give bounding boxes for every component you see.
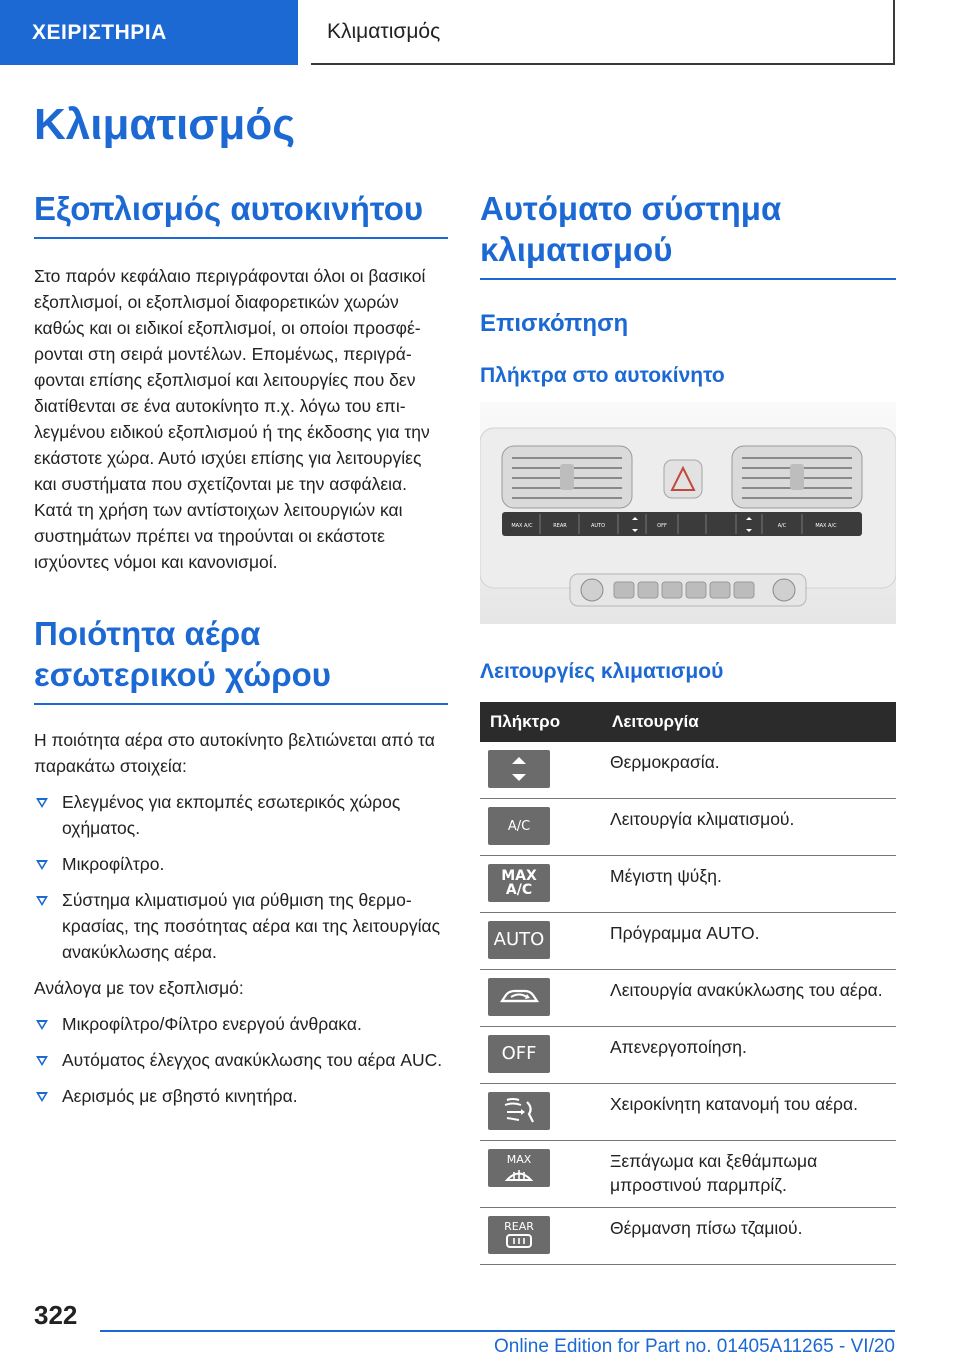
right-air-vent	[732, 446, 862, 508]
function-text: Θερμοκρασία.	[602, 742, 896, 799]
page-number: 322	[34, 1300, 78, 1330]
function-text: Απενεργοποίηση.	[602, 1027, 896, 1084]
function-text: Λειτουργία ανακύκλωσης του αέρα.	[602, 970, 896, 1027]
overview-heading: Επισκόπηση	[480, 310, 629, 337]
table-row	[480, 856, 896, 913]
function-text: Ξεπάγωμα και ξεθάμπωμα μπροστινού παρμπρίζ.	[602, 1141, 896, 1208]
table-row	[480, 742, 896, 799]
left-column	[34, 188, 448, 1109]
panel-button-label: OFF	[657, 523, 667, 529]
equipment-body: Στο παρόν κεφάλαιο περιγράφονται όλοι οι βασικοί εξοπλισμοί, οι εξοπλισμοί διαφορετικών χωρών καθώς και οι ειδικοί εξοπλισμοί, οι οποίοι προσφέρονται στη σειρά μοντέλων. Επομένως, περιγράφονται επίσης εξοπλισμοί και λειτουργίες που δεν διατίθενται σε ένα αυτοκίνητο π.χ. λόγω του επιλεγμένου ειδικού εξοπλισμού ή της έκδοσης για την εκάστοτε χώρα. Αυτό ισχύει επίσης για λειτουργίες και συστήματα που σχετίζονται με την ασφάλεια. Κατά τη χρήση των αντίστοιχων λειτουργιών και συστημάτων πρέπει να τηρούνται οι εκάστοτε ισχύοντες νόμοι και κανονισμοί.	[34, 266, 430, 572]
function-text: Χειροκίνητη κατανομή του αέρα.	[602, 1084, 896, 1141]
ac-key-icon: A/C	[488, 807, 550, 845]
edition-note: Online Edition for Part no. 01405A11265 - VI/20	[493, 1336, 895, 1357]
right-column	[480, 188, 896, 1265]
radio-controls	[570, 574, 806, 606]
equipment-heading: Εξοπλισμός αυτοκινήτου	[34, 188, 448, 239]
table-row	[480, 913, 896, 970]
panel-button-label: MAX A/C	[511, 523, 533, 529]
manual-section-tab	[0, 0, 298, 65]
optional-equipment-list	[34, 1011, 448, 1109]
air-distribution-icon	[488, 1092, 550, 1130]
list-item: Μικροφίλτρο/Φίλτρο ενεργού άνθρακα.	[34, 1011, 448, 1037]
panel-button-label: A/C	[777, 523, 787, 529]
function-text: Πρόγραμμα AUTO.	[602, 913, 896, 970]
function-text: Θέρμανση πίσω τζαμιού.	[602, 1208, 896, 1265]
auto-key-icon: AUTO	[488, 921, 550, 959]
table-row	[480, 1141, 896, 1208]
manual-section-label: ΧΕΙΡΙΣΤΗΡΙΑ	[32, 20, 167, 44]
panel-button-label: REAR	[553, 523, 567, 529]
column-header-function: Λειτουργία	[602, 702, 896, 742]
table-row	[480, 970, 896, 1027]
optional-intro: Ανάλογα με τον εξοπλισμό:	[34, 978, 244, 998]
max-ac-key-icon: MAX A/C	[488, 864, 550, 902]
function-text: Λειτουργία κλιματισμού.	[602, 799, 896, 856]
table-header-row	[480, 702, 896, 742]
list-item: Αερισμός με σβηστό κινητήρα.	[34, 1083, 448, 1109]
table-row	[480, 1027, 896, 1084]
air-quality-heading: Ποιότητα αέρα εσωτερικού χώρου	[34, 613, 448, 705]
functions-heading: Λειτουργίες κλιματισμού	[480, 660, 724, 683]
table-row	[480, 1084, 896, 1141]
left-air-vent	[502, 446, 632, 508]
list-item: Σύστημα κλιματισμού για ρύθμιση της θερμοκρασίας, της ποσότητας αέρα και της λειτουργίας ανακύκλωσης αέρα.	[34, 887, 448, 965]
max-defrost-icon: MAX	[488, 1149, 550, 1187]
panel-button-label: MAX A/C	[815, 523, 837, 529]
off-key-icon: OFF	[488, 1035, 550, 1073]
climate-panel-illustration	[480, 402, 896, 624]
table-row	[480, 799, 896, 856]
chapter-header	[311, 0, 895, 65]
climate-panel-photo	[480, 402, 896, 624]
list-item: Ελεγμένος για εκπομπές εσωτερικός χώρος οχήματος.	[34, 789, 448, 841]
recirculation-icon	[488, 978, 550, 1016]
air-quality-intro: Η ποιότητα αέρα στο αυτοκίνητο βελτιώνεται από τα παρακάτω στοιχεία:	[34, 730, 435, 776]
panel-button-label: AUTO	[590, 523, 606, 529]
auto-climate-heading: Αυτόματο σύστημα κλιματισμού	[480, 188, 896, 280]
table-row	[480, 1208, 896, 1265]
page-title: Κλιματισμός	[34, 100, 296, 149]
hazard-button	[664, 460, 702, 498]
chapter-label: Κλιματισμός	[327, 19, 441, 43]
column-header-key: Πλήκτρο	[480, 702, 602, 742]
function-text: Μέγιστη ψύξη.	[602, 856, 896, 913]
functions-table	[480, 702, 896, 1265]
list-item: Αυτόματος έλεγχος ανακύκλωσης του αέρα AUC.	[34, 1047, 448, 1073]
list-item: Μικροφίλτρο.	[34, 851, 448, 877]
rear-defrost-icon: REAR	[488, 1216, 550, 1254]
buttons-heading: Πλήκτρα στο αυτοκίνητο	[480, 364, 725, 387]
footer-divider	[100, 1330, 895, 1332]
temperature-arrows-icon	[488, 750, 550, 788]
air-quality-list	[34, 789, 448, 965]
